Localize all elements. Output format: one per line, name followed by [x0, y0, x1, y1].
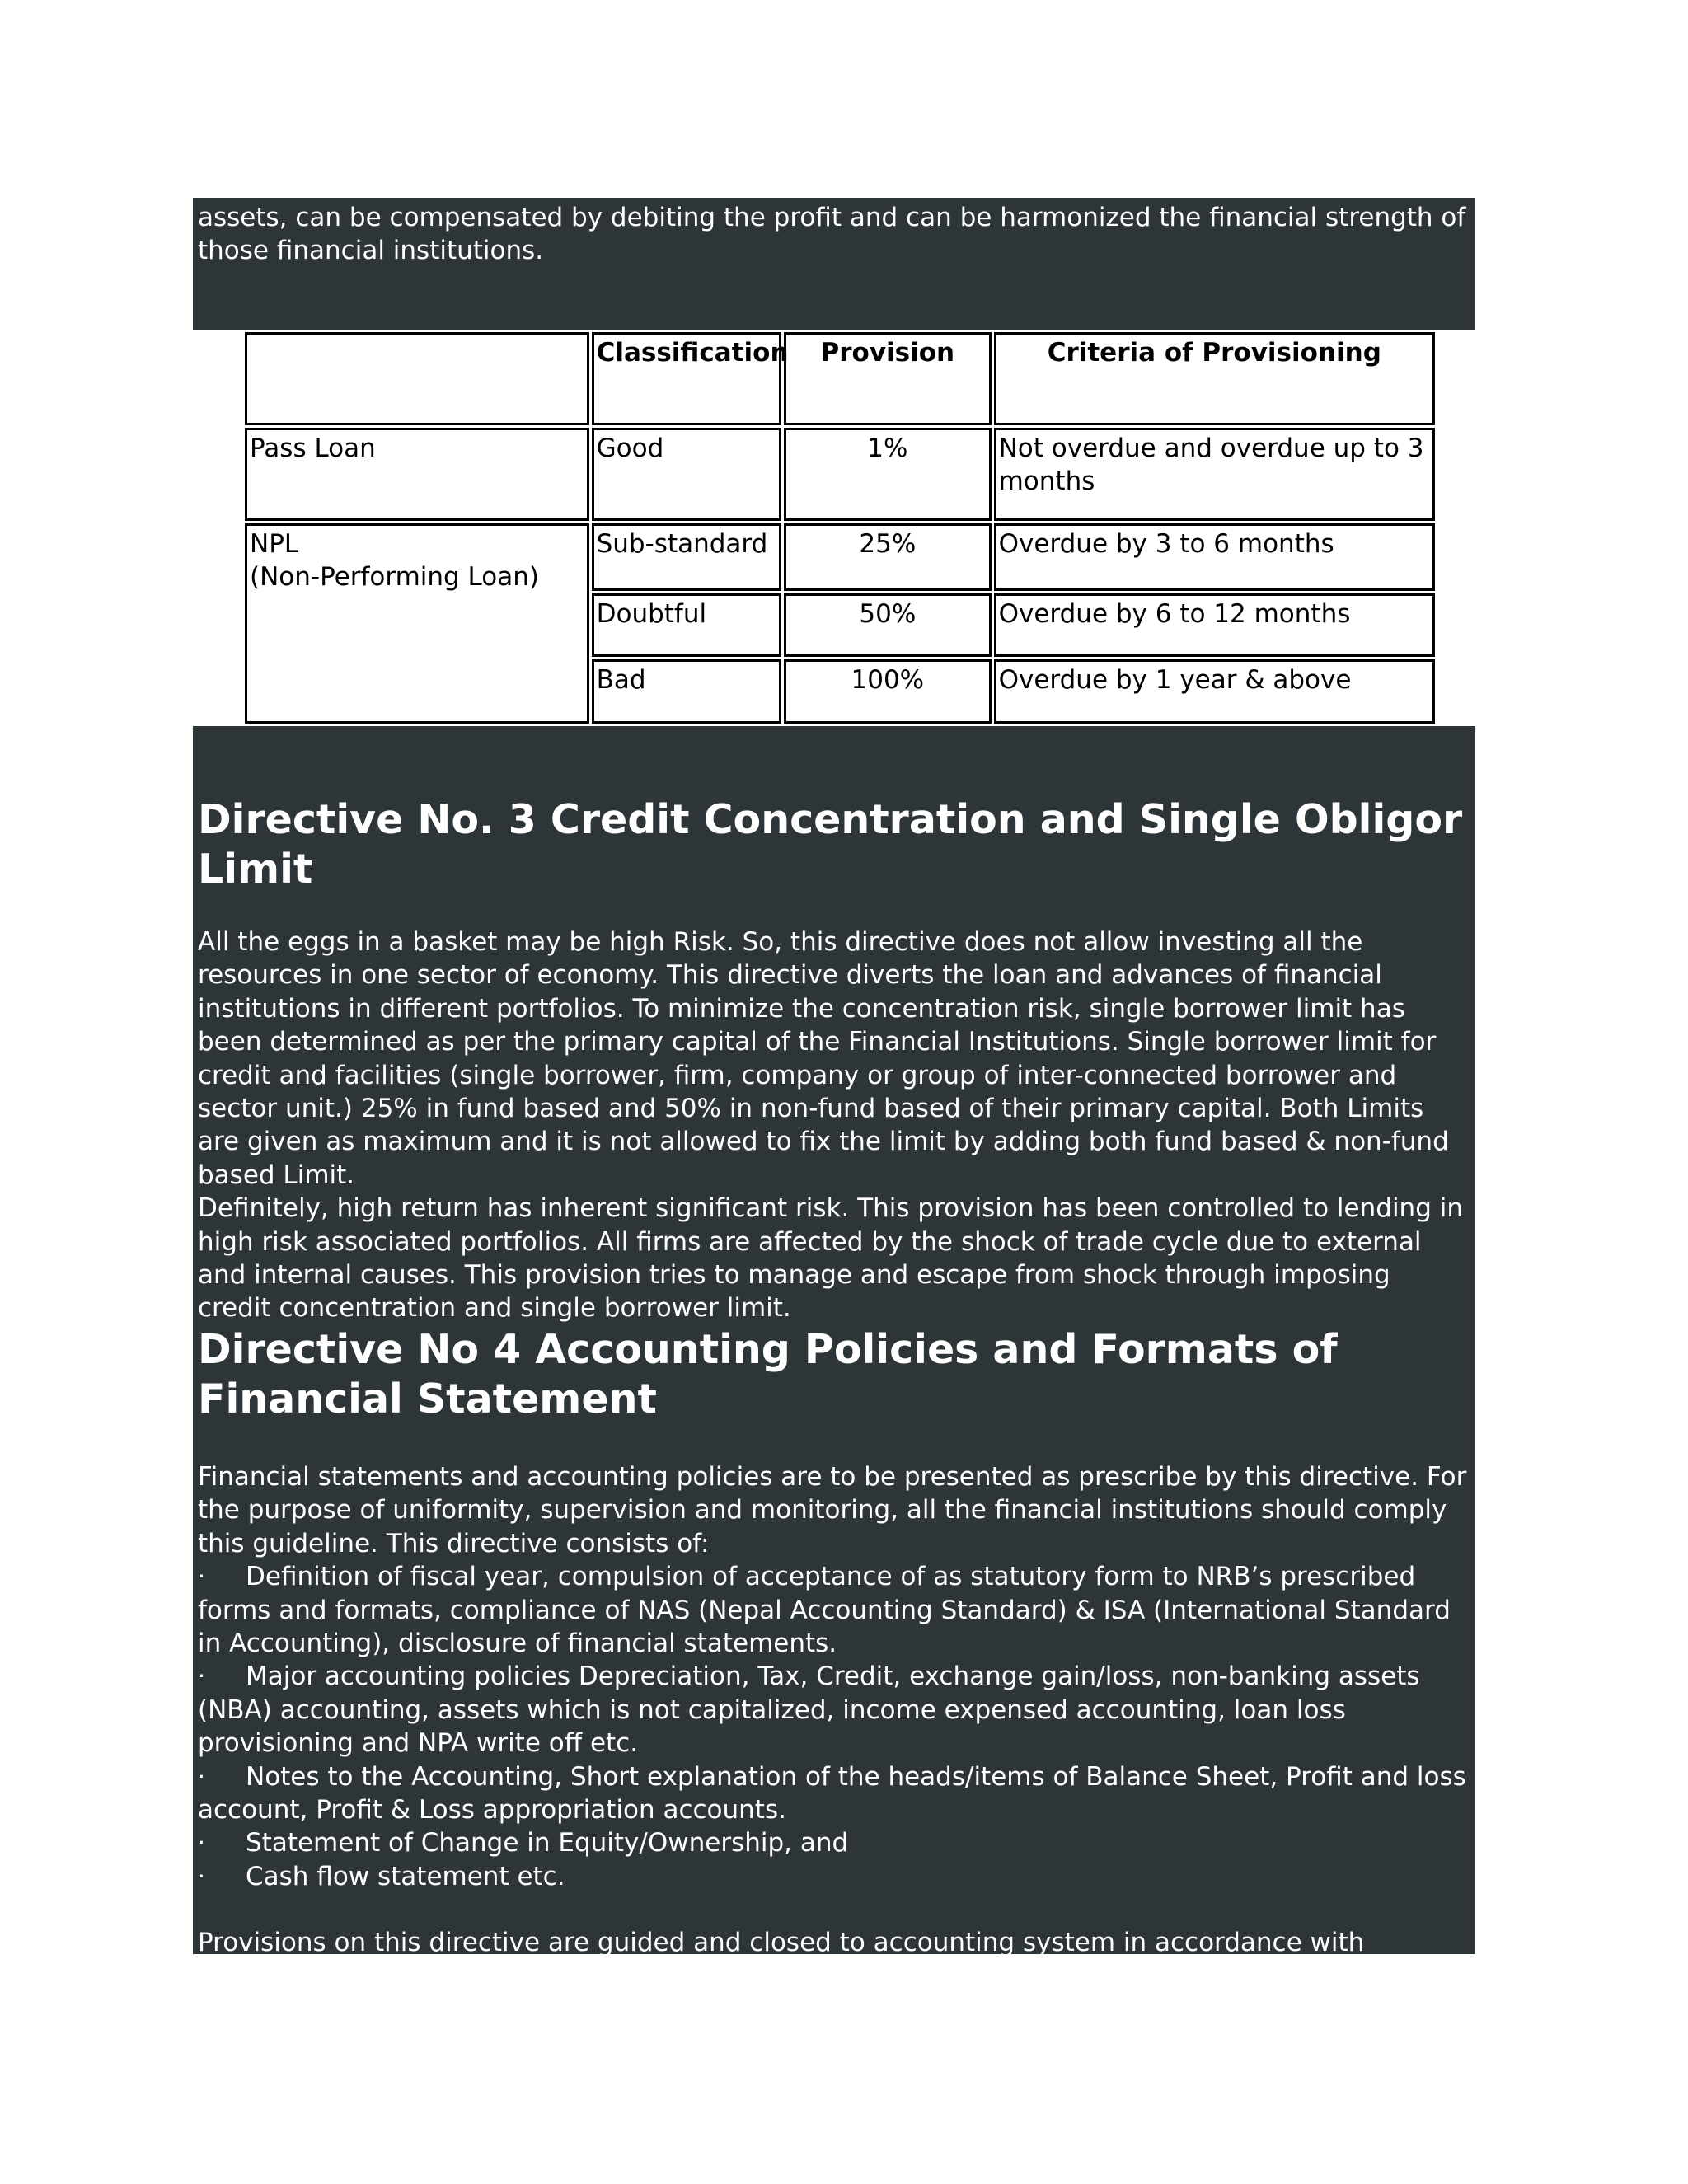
- list-item-text: Definition of fiscal year, compulsion of acceptance of as statutory form to NRB’s prescribed forms and formats, compliance of NAS (Nepal Accounting Standard) & ISA (International Standard in Accounting), disclosure of financial statements.: [198, 1562, 1451, 1658]
- intro-paragraph: assets, can be compensated by debiting the profit and can be harmonized the financial strength of those financial institutions.: [198, 203, 1466, 266]
- list-item: [198, 1860, 1470, 1893]
- header-empty-cell: [245, 332, 589, 425]
- category-pass-loan: Pass Loan: [245, 428, 589, 521]
- bullet-icon: ·: [198, 1862, 205, 1890]
- main-section: [193, 726, 1475, 2058]
- list-item: [198, 1826, 1470, 1859]
- directive-3-paragraph-1: All the eggs in a basket may be high Risk. So, this directive does not allow investing all the resources in one sector of economy. This directive diverts the loan and advances of financial institutions in different portfolios. To minimize the concentration risk, single borrower limit has been determined as per the primary capital of the Financial Institutions. Single borrower limit for credit and facilities (single borrower, firm, company or group of inter-connected borrower and sector unit.) 25% in fund based and 50% in non-fund based of their primary capital. Both Limits are given as maximum and it is not allowed to fix the limit by adding both fund based & non-fund based Limit.: [198, 927, 1449, 1190]
- header-provision: Provision: [784, 332, 992, 425]
- provision-cell: 50%: [784, 593, 992, 658]
- bullet-icon: ·: [198, 1829, 205, 1857]
- category-npl: [245, 523, 589, 724]
- directive-4-paragraph-1: Financial statements and accounting policies are to be presented as prescribe by this directive. For the purpose of uniformity, supervision and monitoring, all the financial institutions should comply this guideline. This directive consists of:: [198, 1461, 1467, 1558]
- provision-cell: 25%: [784, 523, 992, 591]
- provision-cell: 100%: [784, 659, 992, 724]
- classification-cell: Doubtful: [592, 593, 781, 658]
- table-row: [245, 428, 1435, 521]
- category-npl-line1: NPL: [250, 529, 299, 560]
- header-criteria: Criteria of Provisioning: [994, 332, 1435, 425]
- list-item-text: Statement of Change in Equity/Ownership, and: [246, 1828, 849, 1858]
- table-row: [245, 523, 1435, 591]
- directive-4-heading: Directive No 4 Accounting Policies and Formats of Financial Statement: [198, 1325, 1338, 1422]
- directive-4-paragraph-2: Provisions on this directive are guided and closed to accounting system in accordance with international standard. Provisions of this directive can be found guided under the IAS, NAS & ISA etc. Financial institutions are exposed nationwide as well as internationally so that it's accounting system and financial: [198, 1928, 1448, 2058]
- category-npl-line2: (Non-Performing Loan): [250, 562, 539, 593]
- bullet-icon: ·: [198, 1662, 205, 1690]
- criteria-cell: Overdue by 1 year & above: [994, 659, 1435, 724]
- provision-cell: 1%: [784, 428, 992, 521]
- list-item: [198, 1760, 1470, 1827]
- criteria-cell: Not overdue and overdue up to 3 months: [994, 428, 1435, 521]
- directive-3-paragraph-2: Definitely, high return has inherent significant risk. This provision has been controlled to lending in high risk associated portfolios. All firms are affected by the shock of trade cycle due to external and internal causes. This provision tries to manage and escape from shock through imposing credit concentration and single borrower limit.: [198, 1193, 1463, 1324]
- classification-cell: Good: [592, 428, 781, 521]
- bullet-icon: ·: [198, 1762, 205, 1790]
- intro-section: [193, 198, 1475, 330]
- classification-cell: Sub-standard: [592, 523, 781, 591]
- bullet-icon: ·: [198, 1563, 205, 1591]
- criteria-cell: Overdue by 6 to 12 months: [994, 593, 1435, 658]
- provision-table: [242, 330, 1437, 726]
- directive-3-heading: Directive No. 3 Credit Concentration and Single Obligor Limit: [198, 796, 1463, 893]
- header-classification: Classification: [592, 332, 781, 425]
- table-header-row: [245, 332, 1435, 425]
- list-item-text: Notes to the Accounting, Short explanation of the heads/items of Balance Sheet, Profit and loss account, Profit & Loss appropriation accounts.: [198, 1761, 1466, 1825]
- list-item: [198, 1660, 1470, 1760]
- list-item-text: Cash flow statement etc.: [246, 1861, 565, 1891]
- classification-cell: Bad: [592, 659, 781, 724]
- criteria-cell: Overdue by 3 to 6 months: [994, 523, 1435, 591]
- directive-4-bullet-list: [198, 1560, 1470, 1893]
- list-item-text: Major accounting policies Depreciation, Tax, Credit, exchange gain/loss, non-banking assets (NBA) accounting, assets which is not capitalized, income expensed accounting, loan loss provisioning and NPA write off etc.: [198, 1661, 1420, 1759]
- list-item: [198, 1560, 1470, 1660]
